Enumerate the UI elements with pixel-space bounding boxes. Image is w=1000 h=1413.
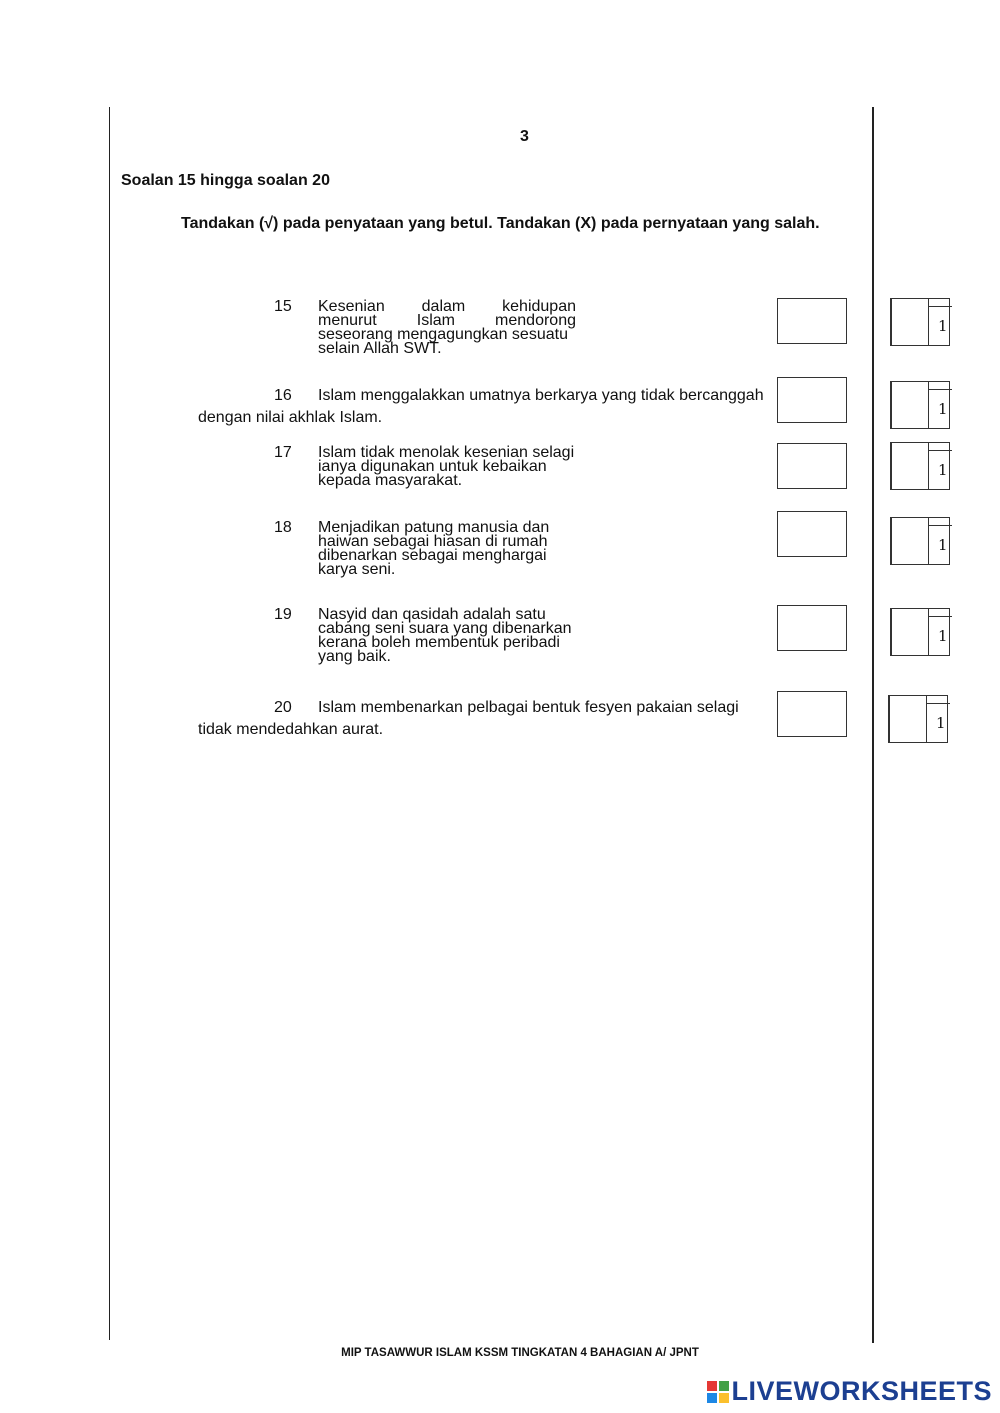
question-16-number: 16 [274,387,292,404]
mark-value: 1 [938,461,948,479]
mark-box-17 [890,442,950,490]
liveworksheets-wordmark: LIVEWORKSHEETS [731,1376,992,1406]
page-number: 3 [520,128,529,145]
mark-box-15 [890,298,950,346]
mark-value: 1 [938,536,948,554]
mark-value: 1 [938,627,948,645]
logo-square-green [719,1381,729,1391]
liveworksheets-logo[interactable] [707,1376,992,1407]
question-text-line: dibenarkan sebagai menghargai [318,547,547,564]
question-text-line: Islam tidak menolak kesenian selagi [318,444,575,461]
question-text-line: Nasyid dan qasidah adalah satu [318,606,546,623]
right-margin-rule [872,107,874,1343]
question-19-number: 19 [274,606,292,623]
page-footer: MIP TASAWWUR ISLAM KSSM TINGKATAN 4 BAHAGIAN A/ JPNT [341,1347,699,1359]
question-17-text [318,446,574,488]
question-text-line: karya seni. [318,561,396,578]
mark-box-18 [890,517,950,565]
question-text-line: selain Allah SWT. [318,340,442,357]
liveworksheets-logo-icon [707,1381,729,1403]
question-16-text-line-2: dengan nilai akhlak Islam. [198,409,383,426]
question-15-number: 15 [274,298,292,315]
question-text-line: menurut Islam mendorong [318,312,576,329]
answer-box-16[interactable] [777,377,847,423]
question-20-number: 20 [274,699,292,716]
question-16-text-line-1: Islam menggalakkan umatnya berkarya yang tidak bercanggah [318,387,764,404]
question-text-line: kepada masyarakat. [318,472,463,489]
answer-box-20[interactable] [777,691,847,737]
question-20-text-line-2: tidak mendedahkan aurat. [198,721,384,738]
question-text-line: Kesenian dalam kehidupan [318,298,576,315]
question-text-line: Menjadikan patung manusia dan [318,519,550,536]
logo-square-red [707,1381,717,1391]
question-text-line: cabang seni suara yang dibenarkan [318,620,572,637]
left-margin-rule [109,107,110,1340]
question-18-text [318,521,549,577]
question-19-text [318,608,572,664]
question-17-number: 17 [274,444,292,461]
mark-value: 1 [936,714,946,732]
answer-box-18[interactable] [777,511,847,557]
question-text-line: seseorang mengagungkan sesuatu [318,326,568,343]
logo-square-blue [707,1393,717,1403]
answer-box-15[interactable] [777,298,847,344]
question-text-line: ianya digunakan untuk kebaikan [318,458,547,475]
mark-value: 1 [938,400,948,418]
question-18-number: 18 [274,519,292,536]
mark-box-19 [890,608,950,656]
mark-value: 1 [938,317,948,335]
logo-square-yellow [719,1393,729,1403]
answer-box-19[interactable] [777,605,847,651]
answer-box-17[interactable] [777,443,847,489]
question-text-line: kerana boleh membentuk peribadi [318,634,560,651]
question-20-text-line-1: Islam membenarkan pelbagai bentuk fesyen pakaian selagi [318,699,739,716]
mark-box-20 [888,695,948,743]
section-title: Soalan 15 hingga soalan 20 [121,172,330,189]
mark-box-16 [890,381,950,429]
instruction-text: Tandakan (√) pada penyataan yang betul. Tandakan (X) pada pernyataan yang salah. [181,215,820,232]
question-text-line: yang baik. [318,648,391,665]
question-15-text [318,300,576,356]
question-text-line: haiwan sebagai hiasan di rumah [318,533,548,550]
